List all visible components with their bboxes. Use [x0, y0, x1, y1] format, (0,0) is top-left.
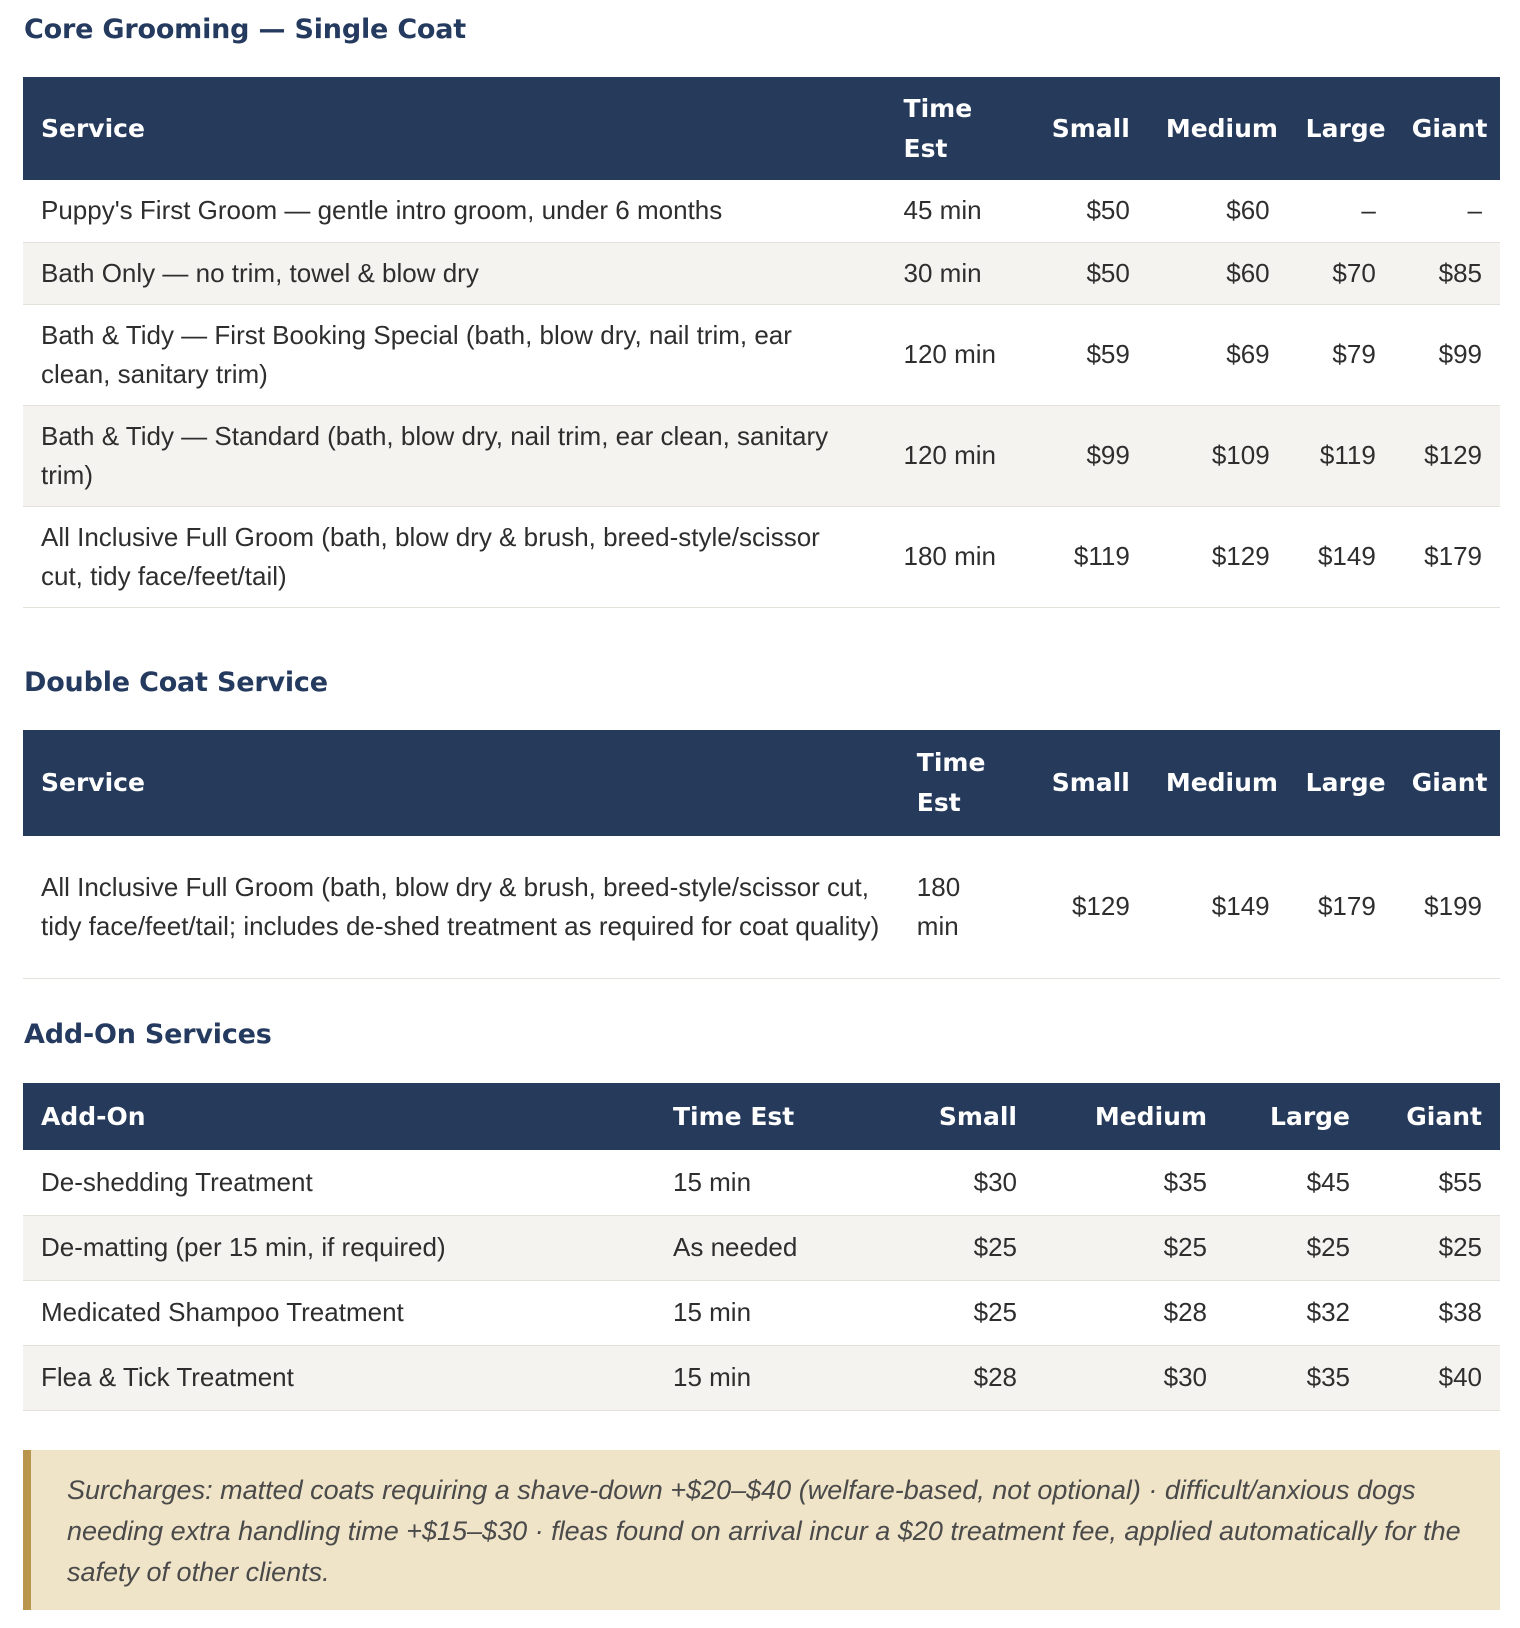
- price-small: $129: [1005, 836, 1148, 978]
- price-medium: $30: [1035, 1345, 1225, 1410]
- column-header-medium: Medium: [1165, 113, 1278, 143]
- price-medium: $109: [1148, 405, 1288, 506]
- price-giant: $179: [1394, 506, 1500, 607]
- time-est: 45 min: [886, 180, 1015, 242]
- price-giant: $199: [1394, 836, 1500, 978]
- table-row: [23, 242, 1500, 304]
- section-title-add-ons: Add-On Services: [24, 1019, 272, 1050]
- price-small: $25: [883, 1280, 1035, 1345]
- price-large: $179: [1288, 836, 1394, 978]
- price-medium: $129: [1148, 506, 1288, 607]
- price-medium: $149: [1148, 836, 1288, 978]
- price-giant: $99: [1394, 304, 1500, 405]
- price-small: $99: [1014, 405, 1148, 506]
- column-header-time: Time Est: [903, 93, 973, 163]
- service-name: Puppy's First Groom — gentle intro groom, under 6 months: [23, 180, 886, 242]
- add-on-name: Flea & Tick Treatment: [23, 1345, 655, 1410]
- time-est: 180 min: [899, 836, 1005, 978]
- surcharges-text: Surcharges: matted coats requiring a shave-down +$20–$40 (welfare-based, not optional) · difficult/anxious dogs needing extra handling time +$15–$30 · fleas found on arrival incur a $20 treatment fee, applied automatically for the safety of other clients.: [67, 1475, 1461, 1587]
- price-small: $50: [1014, 180, 1148, 242]
- price-large: $79: [1288, 304, 1394, 405]
- price-large: $35: [1225, 1345, 1368, 1410]
- price-small: $119: [1014, 506, 1148, 607]
- table-row: [23, 304, 1500, 405]
- add-on-name: De-shedding Treatment: [23, 1150, 655, 1215]
- column-header-medium: Medium: [1094, 1101, 1207, 1131]
- price-giant: $38: [1368, 1280, 1500, 1345]
- price-giant: $85: [1394, 242, 1500, 304]
- time-est: 15 min: [655, 1345, 883, 1410]
- column-header-add-on: Add-On: [41, 1101, 146, 1131]
- price-small: $30: [883, 1150, 1035, 1215]
- column-header-medium: Medium: [1165, 768, 1278, 797]
- time-est: 15 min: [655, 1280, 883, 1345]
- table-row: [23, 1345, 1500, 1410]
- price-small: $50: [1014, 242, 1148, 304]
- price-medium: $69: [1148, 304, 1288, 405]
- table-row: [23, 405, 1500, 506]
- service-name: All Inclusive Full Groom (bath, blow dry & brush, breed-style/scissor cut, tidy face/feet/tail): [23, 506, 886, 607]
- double-coat-table: [23, 730, 1500, 979]
- service-name: All Inclusive Full Groom (bath, blow dry & brush, breed-style/scissor cut, tidy face/feet/tail; includes de-shed treatment as required for coat quality): [23, 836, 899, 978]
- table-row: [23, 836, 1500, 978]
- price-small: $28: [883, 1345, 1035, 1410]
- price-giant: $25: [1368, 1215, 1500, 1280]
- price-medium: $35: [1035, 1150, 1225, 1215]
- column-header-giant: Giant: [1411, 768, 1488, 797]
- section-title-core: Core Grooming — Single Coat: [24, 14, 467, 45]
- column-header-time: Time Est: [673, 1101, 795, 1131]
- price-small: $59: [1014, 304, 1148, 405]
- table-row: [23, 180, 1500, 242]
- price-large: $70: [1288, 242, 1394, 304]
- table-header-row: [23, 1083, 1500, 1150]
- price-large: $45: [1225, 1150, 1368, 1215]
- column-header-large: Large: [1305, 768, 1386, 797]
- service-name: Bath & Tidy — Standard (bath, blow dry, nail trim, ear clean, sanitary trim): [23, 405, 886, 506]
- price-giant: $40: [1368, 1345, 1500, 1410]
- price-giant: $55: [1368, 1150, 1500, 1215]
- surcharges-note: [23, 1450, 1500, 1610]
- table-header-row: [23, 730, 1500, 836]
- table-row: [23, 506, 1500, 607]
- price-small: $25: [883, 1215, 1035, 1280]
- price-large: –: [1288, 180, 1394, 242]
- table-header-row: [23, 77, 1500, 180]
- column-header-service: Service: [41, 113, 145, 143]
- service-name: Bath & Tidy — First Booking Special (bath, blow dry, nail trim, ear clean, sanitary trim): [23, 304, 886, 405]
- time-est: 15 min: [655, 1150, 883, 1215]
- column-header-service: Service: [41, 768, 145, 797]
- section-title-double-coat: Double Coat Service: [24, 667, 328, 698]
- price-medium: $25: [1035, 1215, 1225, 1280]
- price-giant: $129: [1394, 405, 1500, 506]
- time-est: 30 min: [886, 242, 1015, 304]
- price-medium: $28: [1035, 1280, 1225, 1345]
- column-header-large: Large: [1305, 113, 1386, 143]
- time-est: 120 min: [886, 405, 1015, 506]
- price-large: $25: [1225, 1215, 1368, 1280]
- table-row: [23, 1280, 1500, 1345]
- column-header-small: Small: [938, 1101, 1017, 1131]
- time-est: 120 min: [886, 304, 1015, 405]
- core-grooming-table: [23, 77, 1500, 608]
- add-on-name: De-matting (per 15 min, if required): [23, 1215, 655, 1280]
- column-header-giant: Giant: [1406, 1101, 1482, 1131]
- price-large: $149: [1288, 506, 1394, 607]
- table-row: [23, 1150, 1500, 1215]
- column-header-small: Small: [1051, 768, 1130, 797]
- price-large: $119: [1288, 405, 1394, 506]
- column-header-small: Small: [1051, 113, 1130, 143]
- column-header-time: Time Est: [916, 748, 986, 817]
- price-medium: $60: [1148, 180, 1288, 242]
- price-large: $32: [1225, 1280, 1368, 1345]
- time-est: 180 min: [886, 506, 1015, 607]
- column-header-large: Large: [1270, 1101, 1350, 1131]
- service-name: Bath Only — no trim, towel & blow dry: [23, 242, 886, 304]
- add-on-table: [23, 1083, 1500, 1411]
- add-on-name: Medicated Shampoo Treatment: [23, 1280, 655, 1345]
- price-giant: –: [1394, 180, 1500, 242]
- price-medium: $60: [1148, 242, 1288, 304]
- column-header-giant: Giant: [1411, 113, 1488, 143]
- table-row: [23, 1215, 1500, 1280]
- time-est: As needed: [655, 1215, 883, 1280]
